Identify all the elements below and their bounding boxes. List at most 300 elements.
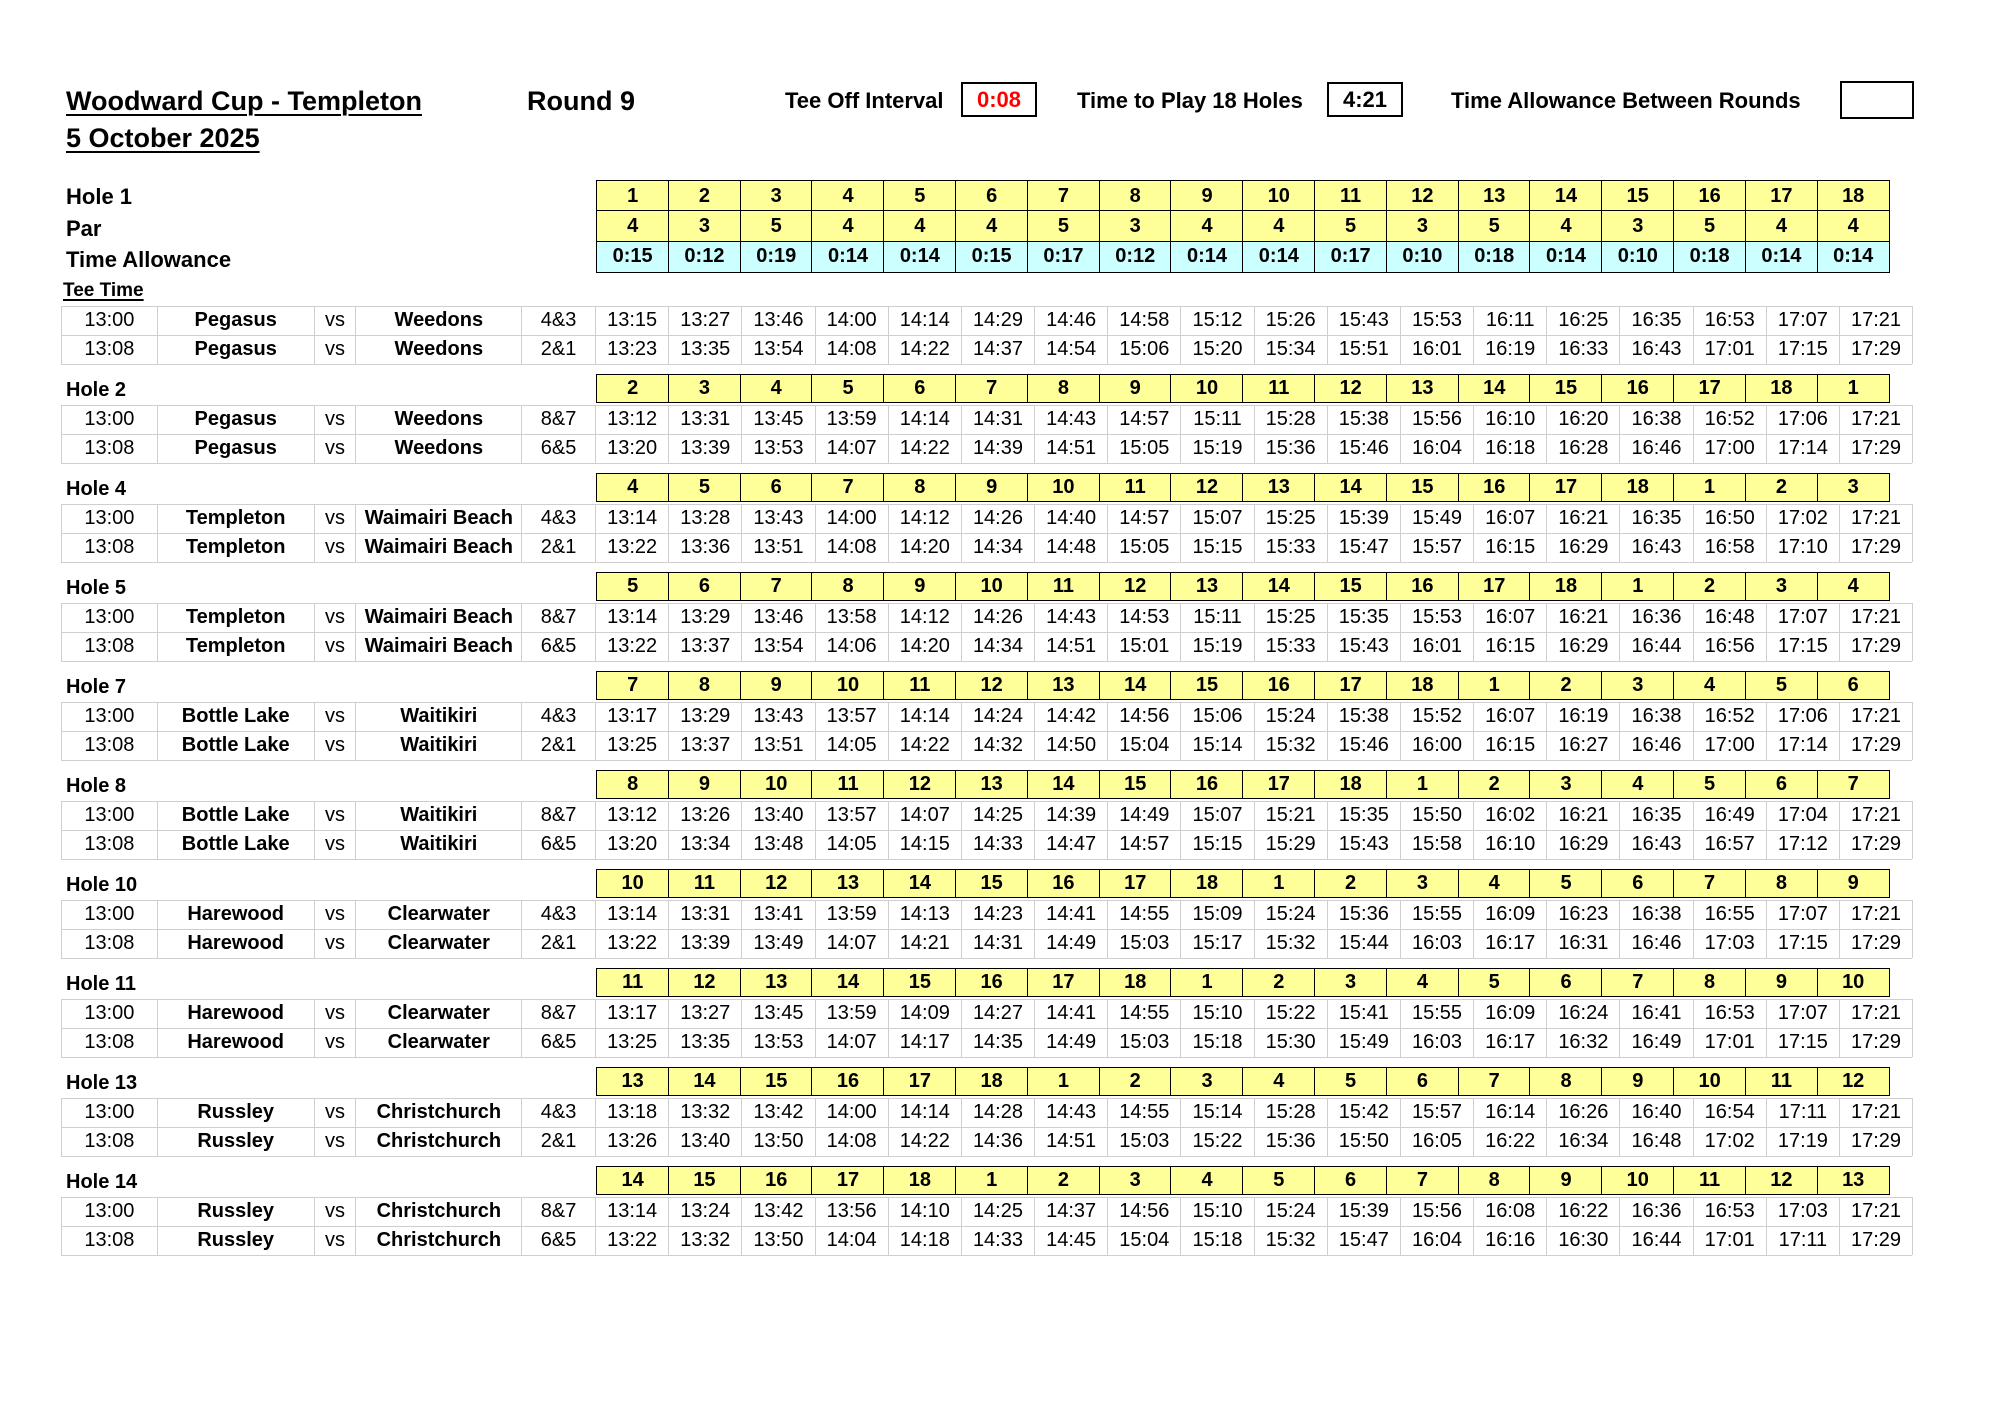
hole-time: 14:17 <box>889 1028 962 1057</box>
hole-time: 15:24 <box>1255 900 1328 929</box>
hole-time: 17:14 <box>1767 731 1840 760</box>
vs-label: vs <box>315 603 357 632</box>
hole-time: 15:55 <box>1401 900 1474 929</box>
hole-time: 15:04 <box>1108 731 1181 760</box>
handicap: 4&3 <box>522 702 596 731</box>
hole-time: 15:12 <box>1181 306 1254 335</box>
hole-time: 17:07 <box>1767 900 1840 929</box>
hole-time: 14:14 <box>889 306 962 335</box>
block-hole-cell: 14 <box>1314 473 1387 502</box>
hole-time: 16:46 <box>1620 434 1693 463</box>
block-hole-cell: 9 <box>1099 374 1172 403</box>
block-hole-label: Hole 4 <box>66 478 127 500</box>
hole-time: 13:18 <box>596 1098 669 1127</box>
hole-number-cell: 18 <box>1817 180 1890 213</box>
vs-label: vs <box>315 702 357 731</box>
handicap: 2&1 <box>522 731 596 760</box>
hole-time: 15:15 <box>1181 533 1254 562</box>
block-hole-cell: 15 <box>883 968 956 997</box>
hole-time: 14:39 <box>962 434 1035 463</box>
tee-time: 13:08 <box>62 830 158 859</box>
block-hole-cell: 12 <box>1099 572 1172 601</box>
match-row <box>61 504 1913 533</box>
hole-number-cell: 12 <box>1386 180 1459 213</box>
block-hole-cell: 7 <box>740 572 813 601</box>
hole-time: 15:56 <box>1401 405 1474 434</box>
block-hole-cell: 13 <box>811 869 884 898</box>
hole-number-cell: 10 <box>1242 180 1315 213</box>
hole-time: 16:46 <box>1620 929 1693 958</box>
hole-time: 16:10 <box>1474 830 1547 859</box>
hole-time: 15:26 <box>1255 306 1328 335</box>
hole-time: 13:40 <box>742 801 815 830</box>
team-b: Waimairi Beach <box>356 504 522 533</box>
block-hole-cell: 17 <box>1099 869 1172 898</box>
hole-time: 14:23 <box>962 900 1035 929</box>
hole-time: 13:15 <box>596 306 669 335</box>
hole-time: 14:07 <box>816 434 889 463</box>
hole-time: 14:00 <box>816 1098 889 1127</box>
hole-time: 16:41 <box>1620 999 1693 1028</box>
block-hole-cell: 12 <box>668 968 741 997</box>
block-hole-cell: 7 <box>811 473 884 502</box>
team-b: Weedons <box>356 306 522 335</box>
hole-time: 14:29 <box>962 306 1035 335</box>
hole-time: 15:36 <box>1255 1127 1328 1156</box>
hole-time: 13:27 <box>669 306 742 335</box>
time-allowance-cell: 0:15 <box>596 241 669 273</box>
hole-time: 15:43 <box>1328 306 1401 335</box>
hole-time: 17:21 <box>1840 1098 1913 1127</box>
match-row <box>61 1098 1913 1127</box>
block-hole-cell: 9 <box>1817 869 1890 898</box>
match-row <box>61 1127 1913 1156</box>
hole-time: 14:07 <box>816 929 889 958</box>
block-hole-cell: 5 <box>596 572 669 601</box>
block-hole-cell: 6 <box>1314 1166 1387 1195</box>
hole-time: 14:06 <box>816 632 889 661</box>
hole-time: 16:03 <box>1401 1028 1474 1057</box>
time-allowance-cell: 0:14 <box>1745 241 1818 273</box>
vs-label: vs <box>315 434 357 463</box>
hole-time: 15:36 <box>1255 434 1328 463</box>
team-a: Russley <box>158 1098 315 1127</box>
hole-time: 13:42 <box>742 1197 815 1226</box>
team-a: Templeton <box>158 533 315 562</box>
block-hole-cell: 2 <box>1027 1166 1100 1195</box>
vs-label: vs <box>315 731 357 760</box>
hole-time: 16:07 <box>1474 702 1547 731</box>
hole-time: 16:27 <box>1547 731 1620 760</box>
hole-time: 13:43 <box>742 702 815 731</box>
row-divider <box>61 760 1912 761</box>
hole-number-cell: 3 <box>740 180 813 213</box>
match-row <box>61 999 1913 1028</box>
time-to-play-value: 4:21 <box>1327 82 1403 117</box>
hole-time: 16:02 <box>1474 801 1547 830</box>
block-hole-strip <box>596 1067 1890 1096</box>
hole-time: 16:58 <box>1694 533 1767 562</box>
hole-time: 16:52 <box>1694 702 1767 731</box>
block-hole-cell: 9 <box>668 770 741 799</box>
hole-time: 15:09 <box>1181 900 1254 929</box>
hole-time: 16:44 <box>1620 632 1693 661</box>
hole-time: 14:22 <box>889 731 962 760</box>
block-hole-cell: 14 <box>1027 770 1100 799</box>
vs-label: vs <box>315 504 357 533</box>
hole-time: 16:38 <box>1620 900 1693 929</box>
par-cell: 3 <box>1386 210 1459 242</box>
hole-time: 14:05 <box>816 830 889 859</box>
hole-time: 16:03 <box>1401 929 1474 958</box>
block-hole-cell: 11 <box>883 671 956 700</box>
hole-time: 16:44 <box>1620 1226 1693 1255</box>
hole-time: 13:43 <box>742 504 815 533</box>
block-hole-cell: 13 <box>596 1067 669 1096</box>
hole-time: 17:06 <box>1767 702 1840 731</box>
block-hole-cell: 17 <box>811 1166 884 1195</box>
hole-time: 14:51 <box>1035 434 1108 463</box>
hole-time: 16:10 <box>1474 405 1547 434</box>
block-hole-cell: 10 <box>811 671 884 700</box>
hole-time: 13:53 <box>742 1028 815 1057</box>
hole-time: 14:21 <box>889 929 962 958</box>
block-hole-strip <box>596 374 1890 403</box>
hole-time: 15:32 <box>1255 1226 1328 1255</box>
block-hole-cell: 4 <box>1386 968 1459 997</box>
block-hole-cell: 4 <box>1242 1067 1315 1096</box>
hole-time: 15:35 <box>1328 603 1401 632</box>
hole-time: 17:29 <box>1840 632 1913 661</box>
team-b: Waimairi Beach <box>356 603 522 632</box>
hole-time: 13:14 <box>596 504 669 533</box>
tee-time: 13:00 <box>62 1197 158 1226</box>
block-hole-cell: 13 <box>1817 1166 1890 1195</box>
hole-time: 16:21 <box>1547 801 1620 830</box>
hole-time: 15:33 <box>1255 533 1328 562</box>
hole-time: 15:03 <box>1108 1028 1181 1057</box>
hole-time: 17:04 <box>1767 801 1840 830</box>
hole-time: 15:56 <box>1401 1197 1474 1226</box>
hole-time: 14:15 <box>889 830 962 859</box>
block-hole-cell: 7 <box>1386 1166 1459 1195</box>
hole-time: 16:28 <box>1547 434 1620 463</box>
hole-time: 13:59 <box>816 999 889 1028</box>
par-cell: 5 <box>740 210 813 242</box>
vs-label: vs <box>315 306 357 335</box>
hole-time: 14:32 <box>962 731 1035 760</box>
block-hole-label: Hole 13 <box>66 1072 138 1094</box>
vs-label: vs <box>315 632 357 661</box>
hole-time: 15:22 <box>1181 1127 1254 1156</box>
time-allowance-cell: 0:14 <box>1242 241 1315 273</box>
block-hole-cell: 15 <box>1314 572 1387 601</box>
vs-label: vs <box>315 335 357 364</box>
hole-time: 14:35 <box>962 1028 1035 1057</box>
team-b: Waitikiri <box>356 801 522 830</box>
block-hole-cell: 11 <box>1242 374 1315 403</box>
team-a: Harewood <box>158 900 315 929</box>
hole-time: 14:51 <box>1035 1127 1108 1156</box>
par-strip <box>596 212 1890 243</box>
block-hole-cell: 10 <box>1170 374 1243 403</box>
handicap: 6&5 <box>522 1226 596 1255</box>
hole-time: 13:50 <box>742 1127 815 1156</box>
hole-time: 14:54 <box>1035 335 1108 364</box>
match-row <box>61 405 1913 434</box>
hole-time: 15:49 <box>1401 504 1474 533</box>
hole-time: 14:33 <box>962 830 1035 859</box>
hole-time: 15:58 <box>1401 830 1474 859</box>
hole-time: 14:31 <box>962 929 1035 958</box>
hole-time: 15:17 <box>1181 929 1254 958</box>
par-cell: 4 <box>955 210 1028 242</box>
hole-time: 14:26 <box>962 603 1035 632</box>
hole-time: 14:10 <box>889 1197 962 1226</box>
par-cell: 4 <box>1170 210 1243 242</box>
time-allowance-rounds-value <box>1840 81 1914 119</box>
hole-time: 14:41 <box>1035 900 1108 929</box>
hole-time: 13:20 <box>596 830 669 859</box>
hole-time: 16:43 <box>1620 830 1693 859</box>
page-date: 5 October 2025 <box>66 123 260 153</box>
block-hole-cell: 10 <box>1673 1067 1746 1096</box>
hole-time: 13:17 <box>596 999 669 1028</box>
block-hole-cell: 15 <box>1386 473 1459 502</box>
hole-time: 16:32 <box>1547 1028 1620 1057</box>
handicap: 8&7 <box>522 999 596 1028</box>
hole-time: 15:20 <box>1181 335 1254 364</box>
hole-time: 16:01 <box>1401 335 1474 364</box>
hole-time: 13:31 <box>669 405 742 434</box>
tee-time: 13:08 <box>62 632 158 661</box>
hole-time: 15:57 <box>1401 533 1474 562</box>
block-hole-cell: 12 <box>1817 1067 1890 1096</box>
hole-time: 15:01 <box>1108 632 1181 661</box>
hole-time: 13:31 <box>669 900 742 929</box>
block-hole-cell: 14 <box>668 1067 741 1096</box>
hole-time: 16:53 <box>1694 306 1767 335</box>
block-hole-cell: 15 <box>740 1067 813 1096</box>
hole-time: 14:08 <box>816 533 889 562</box>
hole-time: 15:04 <box>1108 1226 1181 1255</box>
block-hole-cell: 7 <box>1601 968 1674 997</box>
hole-time: 16:53 <box>1694 1197 1767 1226</box>
hole-time: 16:31 <box>1547 929 1620 958</box>
hole-time: 15:14 <box>1181 731 1254 760</box>
hole-time: 14:56 <box>1108 702 1181 731</box>
tee-time: 13:00 <box>62 801 158 830</box>
par-cell: 5 <box>1673 210 1746 242</box>
hole-time: 17:00 <box>1694 731 1767 760</box>
hole-time: 13:41 <box>742 900 815 929</box>
hole-time: 16:11 <box>1474 306 1547 335</box>
block-hole-strip <box>596 869 1890 898</box>
block-hole-cell: 18 <box>883 1166 956 1195</box>
hole-time: 15:32 <box>1255 929 1328 958</box>
hole-time: 16:48 <box>1620 1127 1693 1156</box>
block-hole-cell: 2 <box>1314 869 1387 898</box>
block-hole-cell: 6 <box>1386 1067 1459 1096</box>
hole-time: 13:39 <box>669 929 742 958</box>
hole-time: 15:57 <box>1401 1098 1474 1127</box>
block-hole-cell: 1 <box>1027 1067 1100 1096</box>
hole-time: 13:32 <box>669 1226 742 1255</box>
hole-number-cell: 2 <box>668 180 741 213</box>
handicap: 8&7 <box>522 603 596 632</box>
block-hole-cell: 3 <box>1314 968 1387 997</box>
hole-time: 17:00 <box>1694 434 1767 463</box>
block-hole-cell: 2 <box>1529 671 1602 700</box>
hole-time: 13:22 <box>596 929 669 958</box>
hole-time: 14:34 <box>962 632 1035 661</box>
hole-time: 16:24 <box>1547 999 1620 1028</box>
time-allowance-cell: 0:14 <box>1170 241 1243 273</box>
hole-time: 15:06 <box>1181 702 1254 731</box>
team-b: Waitikiri <box>356 702 522 731</box>
team-a: Templeton <box>158 504 315 533</box>
block-hole-cell: 18 <box>1601 473 1674 502</box>
handicap: 4&3 <box>522 306 596 335</box>
hole-time: 17:01 <box>1694 1226 1767 1255</box>
block-hole-cell: 5 <box>1314 1067 1387 1096</box>
hole-time: 15:11 <box>1181 603 1254 632</box>
block-hole-strip <box>596 968 1890 997</box>
block-hole-cell: 2 <box>1458 770 1531 799</box>
block-hole-cell: 18 <box>1314 770 1387 799</box>
block-hole-cell: 18 <box>1099 968 1172 997</box>
par-cell: 3 <box>1099 210 1172 242</box>
hole-time: 17:15 <box>1767 1028 1840 1057</box>
team-a: Russley <box>158 1197 315 1226</box>
hole-time: 17:29 <box>1840 434 1913 463</box>
time-allowance-strip <box>596 242 1890 273</box>
hole-time: 16:21 <box>1547 504 1620 533</box>
hole-time: 14:57 <box>1108 504 1181 533</box>
hole-time: 16:46 <box>1620 731 1693 760</box>
hole-time: 15:39 <box>1328 1197 1401 1226</box>
block-hole-cell: 16 <box>1242 671 1315 700</box>
hole-time: 15:05 <box>1108 434 1181 463</box>
hole-time: 13:25 <box>596 1028 669 1057</box>
hole-time: 15:07 <box>1181 801 1254 830</box>
hole-time: 15:07 <box>1181 504 1254 533</box>
hole-time: 17:11 <box>1767 1226 1840 1255</box>
block-hole-cell: 9 <box>740 671 813 700</box>
hole-time: 15:33 <box>1255 632 1328 661</box>
hole-time: 14:00 <box>816 504 889 533</box>
hole-time: 16:43 <box>1620 533 1693 562</box>
block-hole-cell: 17 <box>1529 473 1602 502</box>
team-b: Clearwater <box>356 929 522 958</box>
hole-time: 13:22 <box>596 533 669 562</box>
row-divider <box>61 364 1912 365</box>
hole1-label: Hole 1 <box>66 184 133 209</box>
block-hole-cell: 9 <box>1529 1166 1602 1195</box>
hole-time: 15:19 <box>1181 632 1254 661</box>
hole-time: 17:21 <box>1840 405 1913 434</box>
team-a: Templeton <box>158 632 315 661</box>
hole-time: 15:42 <box>1328 1098 1401 1127</box>
hole-time: 14:57 <box>1108 405 1181 434</box>
hole-time: 15:14 <box>1181 1098 1254 1127</box>
hole-time: 15:18 <box>1181 1226 1254 1255</box>
block-hole-cell: 16 <box>1027 869 1100 898</box>
hole-time: 16:30 <box>1547 1226 1620 1255</box>
match-row <box>61 603 1913 632</box>
block-hole-cell: 14 <box>1099 671 1172 700</box>
hole-time: 13:27 <box>669 999 742 1028</box>
block-hole-cell: 3 <box>668 374 741 403</box>
block-hole-cell: 7 <box>1673 869 1746 898</box>
hole-time: 14:42 <box>1035 702 1108 731</box>
team-a: Bottle Lake <box>158 801 315 830</box>
par-label: Par <box>66 216 102 241</box>
block-hole-cell: 10 <box>1601 1166 1674 1195</box>
time-allowance-cell: 0:14 <box>811 241 884 273</box>
hole-time: 15:24 <box>1255 1197 1328 1226</box>
block-hole-cell: 16 <box>1601 374 1674 403</box>
block-hole-cell: 1 <box>1673 473 1746 502</box>
block-hole-cell: 9 <box>1601 1067 1674 1096</box>
hole-time: 16:00 <box>1401 731 1474 760</box>
block-hole-cell: 15 <box>1529 374 1602 403</box>
time-allowance-rounds-label: Time Allowance Between Rounds <box>1451 88 1801 113</box>
hole-time: 17:21 <box>1840 504 1913 533</box>
block-hole-label: Hole 5 <box>66 577 127 599</box>
block-hole-label: Hole 7 <box>66 676 127 698</box>
hole-time: 16:36 <box>1620 603 1693 632</box>
tee-time: 13:00 <box>62 306 158 335</box>
hole-time: 15:24 <box>1255 702 1328 731</box>
hole-time: 16:16 <box>1474 1226 1547 1255</box>
hole-time: 14:07 <box>816 1028 889 1057</box>
block-hole-cell: 11 <box>668 869 741 898</box>
hole-time: 13:53 <box>742 434 815 463</box>
hole-time: 13:50 <box>742 1226 815 1255</box>
hole-time: 16:15 <box>1474 731 1547 760</box>
handicap: 6&5 <box>522 632 596 661</box>
hole-time: 14:22 <box>889 335 962 364</box>
hole-time: 15:53 <box>1401 306 1474 335</box>
row-divider <box>61 1057 1912 1058</box>
hole-time: 17:01 <box>1694 335 1767 364</box>
block-hole-cell: 16 <box>1386 572 1459 601</box>
hole-time: 16:55 <box>1694 900 1767 929</box>
hole-time: 14:31 <box>962 405 1035 434</box>
block-hole-cell: 16 <box>1458 473 1531 502</box>
hole-time: 17:03 <box>1767 1197 1840 1226</box>
block-hole-cell: 13 <box>1170 572 1243 601</box>
hole-time: 16:22 <box>1474 1127 1547 1156</box>
match-row <box>61 306 1913 335</box>
par-cell: 4 <box>811 210 884 242</box>
hole-time: 13:14 <box>596 603 669 632</box>
hole-time: 15:43 <box>1328 830 1401 859</box>
hole-time: 14:57 <box>1108 830 1181 859</box>
hole-time: 14:25 <box>962 801 1035 830</box>
block-hole-cell: 6 <box>1529 968 1602 997</box>
block-hole-cell: 6 <box>1601 869 1674 898</box>
team-b: Weedons <box>356 434 522 463</box>
hole-number-cell: 11 <box>1314 180 1387 213</box>
hole-time: 16:29 <box>1547 632 1620 661</box>
par-cell: 4 <box>883 210 956 242</box>
time-allowance-cell: 0:10 <box>1386 241 1459 273</box>
hole-time: 14:58 <box>1108 306 1181 335</box>
row-divider <box>61 958 1912 959</box>
hole-time: 13:26 <box>669 801 742 830</box>
